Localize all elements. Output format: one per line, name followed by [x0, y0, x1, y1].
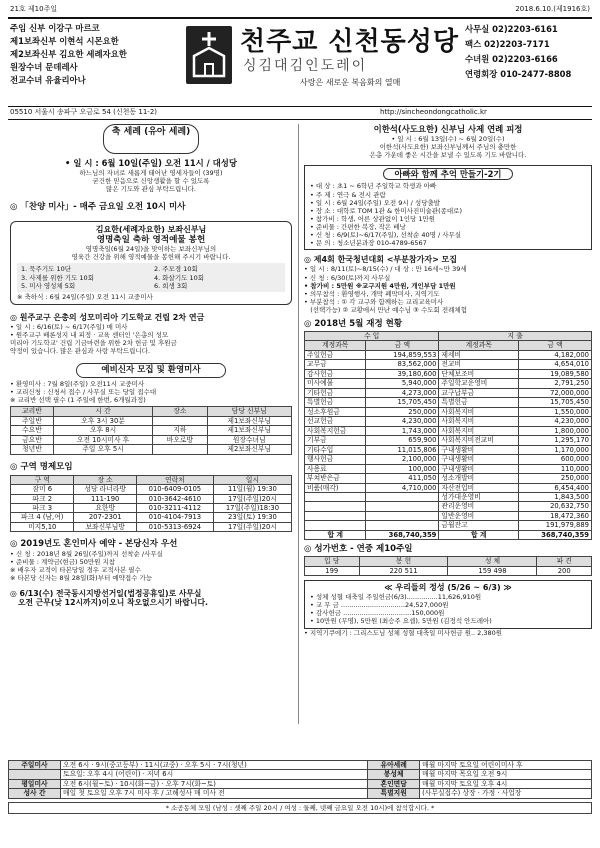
- contact-item: 수녀원 02)2203-6166: [465, 54, 558, 64]
- marriage-line: ※ 타본당 신자는 8월 28일(화)부터 예약접수 가능: [10, 574, 153, 583]
- mass-schedule: [8, 760, 592, 814]
- table-row: 평일미사 오전 6시(월~토) · 10시(화~금) · 오후 7시(화~토) 혼인면담 매월 마지막 토요일 오후 4시: [9, 779, 592, 788]
- retreat-line: 이한석(사도요한) 보좌신부님께서 주님의 충만한: [379, 142, 517, 151]
- table-row: 금월잔고 191,979,889: [305, 521, 592, 530]
- table-header: 일시: [213, 475, 291, 484]
- table-header: 담당 신부님: [207, 407, 292, 416]
- staff-item: 제1보좌신부 이현석 시몬요한: [10, 36, 119, 46]
- church-title: 천주교 신천동성당: [240, 27, 459, 57]
- election-notice: 오전 근무(낮 12시까지)이오니 착오없으시기 바랍니다.: [18, 598, 208, 608]
- table-row: 파크 2 111-190 010-3642-4610 17일(주일)20시: [11, 494, 292, 503]
- catechumen-title: 예비신자 모집 및 환영미사: [76, 363, 226, 378]
- youth-line: • 신 청 : 6/30(토)까지 사무실: [304, 273, 391, 282]
- table-row: 성사 간 매일 첫 토요일 오후 7시 미사 후 / 고해성사 매 미사 전 특별지원 (사무실접수) 상장 · 가정 · 사업장: [9, 789, 592, 798]
- feast-note: ※ 축하식 : 6월 24일(주일) 오전 11시 교중미사: [17, 292, 153, 301]
- dad-line: • 준비물 : 간편한 복장, 작은 배낭: [310, 223, 406, 231]
- marriage-line: • 신 청 : 2018년 8월 26일(주일)까지 선착순 /사무실: [10, 550, 163, 559]
- table-row: 토요일: 오후 4시 (어린이) · 저녁 6시 봉성체 매월 마지막 목요일 오전 9시: [9, 770, 592, 779]
- feast-desc: 영육간 건강을 위해 영적예물을 봉헌해 주시기 바랍니다.: [71, 253, 231, 262]
- marriage-line: • 준비물 : 계약금(현금) 50만원 지참: [10, 558, 116, 567]
- dad-line: • 참가비 : 학생, 어른 상관없이 1인당 1만원: [310, 214, 436, 223]
- contact-item: 팩스 02)2203-7171: [465, 39, 550, 49]
- table-row: 금요반 오전 10시미사 후 바오로방 원장수녀님: [11, 435, 292, 444]
- youth-line: • 일 시 : 8/11(토)~8/15(수) / 대 상 : 만 16세~만 39세: [304, 265, 467, 274]
- left-column: [10, 124, 292, 608]
- table-row: 199 220 511 159 498 200: [305, 566, 592, 575]
- offering-box: [304, 580, 592, 629]
- table-row: 부쳐받은금 411,050 성소개발비 250,000: [305, 474, 592, 483]
- table-header: 봉 헌: [359, 557, 448, 566]
- table-row: 일반운영비 18,472,360: [305, 511, 592, 520]
- table-row: 기타수입 11,015,806 구내생활비 1,170,000: [305, 445, 592, 454]
- retreat-title: 이한석(사도요한) 신부님 사제 연례 피정: [373, 124, 523, 134]
- retreat-line: 은총 가운데 좋은 시간을 보낼 수 있도록 기도 바랍니다.: [369, 150, 527, 159]
- schedule-table: [8, 760, 592, 799]
- catechumen-table: [10, 406, 292, 454]
- staff-item: 원장수녀 문데레사: [10, 62, 78, 72]
- dad-line: • 대 상 : 초1 ~ 6학년 주일학교 학생과 아빠: [310, 182, 437, 191]
- baptism-line: • 일 시 : 6월 10일(주일) 오전 11시 / 대성당: [65, 158, 237, 168]
- table-header: 장 소: [74, 475, 136, 484]
- table-header: 교리반: [11, 407, 54, 416]
- staff-item: 주임 신부 이강구 마르코: [10, 23, 100, 33]
- feast-item: 5. 미사 영성체 5회: [21, 281, 76, 290]
- offering-note: • 지역기쿠에기 : 그리스도님 성체 성혈 대축일 미사헌금 원.. 2,380원: [304, 628, 503, 637]
- youth-line: (선택가능) ② 교황에서 만난 예수님 ③ 수도회 전례체험: [304, 306, 467, 314]
- finance-table: [304, 331, 592, 541]
- baptism-line: 굳건한 믿음으로 신앙생활을 할 수 있도록: [92, 176, 210, 185]
- offering-title: ≪ 우리들의 정성 (5/26 ~ 6/3) ≫: [384, 583, 512, 592]
- feast-box: [10, 221, 292, 305]
- abortion-line: • 일 시 : 6/16(토) ~ 6/17(주일) 매 미사: [10, 322, 128, 331]
- praise-mass-heading: ◎ 「찬양 미사」- 매주 금요일 오전 10시 미사: [10, 201, 186, 212]
- feast-desc: 영명축일(6월 24일)을 맞이하는 보좌신부님의: [85, 245, 217, 254]
- table-row: 파크 4 (남,여) 207-2301 010-4104-7913 23일(토) 19:30: [11, 513, 292, 522]
- contact-item: 연령회장 010-2477-8808: [465, 69, 572, 79]
- marriage-line: ※ 배우자 교적이 타본당일 경우 교적사본 필수: [10, 566, 141, 575]
- table-row: 관리운영비 20,632,750: [305, 502, 592, 511]
- slogan: 사랑은 새로운 복음화의 열매: [300, 78, 401, 87]
- retreat-line: • 일 시 : 6월 13일(수) ~ 6월 20일(수): [391, 134, 505, 143]
- dad-line: • 일 시 : 6월 24일(주일) 오전 9시 / 성당출발: [310, 198, 441, 207]
- church-logo-icon: [186, 26, 232, 84]
- staff-list: [10, 22, 180, 87]
- table-header: 입 당: [305, 557, 360, 566]
- table-row: 주일반 오후 3시 30분 제1보좌신부님: [11, 416, 292, 425]
- abortion-line: • 원주교구 배론성지 내 피정 · 교육 센터인 '은총의 성모: [10, 331, 169, 340]
- catechumen-line: • 교리신청 : 신청서 접수 / 사무실 또는 당일 접수대: [10, 388, 157, 397]
- website-link[interactable]: http://sincheondongcatholic.kr: [380, 108, 487, 116]
- issue-label: 21호 제10주일: [10, 5, 58, 13]
- districts-table: [10, 475, 292, 533]
- election-notice: ◎ 6/13(수) 전국동시지방선거일(법정공휴일)로 사무실: [10, 588, 202, 598]
- staff-item: 제2보좌신부 김요한 세례자요한: [10, 49, 127, 59]
- table-row: 기타헌금 4,273,000 교구납부금 72,000,000: [305, 388, 592, 397]
- feast-subtitle: 영명축일 축하 영적예물 봉헌: [96, 234, 206, 245]
- table-row: 주일미사 오전 6시 · 9시(중고등부) · 11시(교중) · 오후 5시 · 7시(청년) 유아세례 매월 마지막 토요일 어린이미사 후: [9, 761, 592, 770]
- table-row: 특별헌금 15,705,450 특별헌금 15,705,450: [305, 398, 592, 407]
- catechumen-line: ※ 교리반 선택 필수 (1 주일에 한번, 6개월과정): [10, 396, 146, 405]
- feast-item: 6. 희생 3회: [154, 281, 188, 290]
- catechumen-line: • 환영미사 : 7월 8일(주일) 오전11시 교중미사: [10, 380, 145, 389]
- table-header: 장소: [153, 407, 207, 416]
- feast-item: 3. 사제를 위한 기도 10회: [21, 273, 94, 282]
- table-header: 지 출: [439, 331, 592, 340]
- table-header: 성 체: [448, 557, 537, 566]
- table-total-row: 합 계 368,740,359 합 계 368,740,359: [305, 530, 592, 539]
- feast-item: 4. 화살기도 10회: [154, 273, 205, 282]
- contacts: [465, 22, 593, 82]
- table-row: 미지5,10 보좌신부님방 010-5313-6924 17일(주일)20시: [11, 522, 292, 531]
- table-header: 구 역: [11, 475, 74, 484]
- table-header: 연락처: [136, 475, 213, 484]
- table-header: 계정과목: [439, 341, 519, 350]
- baptism-line: 하느님의 자녀로 새롭게 태어난 영세자들이 (39명): [79, 168, 223, 177]
- table-row: 교무금 83,562,000 전교비 4,654,010: [305, 360, 592, 369]
- table-header: 계정과목: [305, 341, 366, 350]
- youth-line: • 부분참석 : ① 각 교구와 함께하는 교리교육미사: [304, 297, 444, 306]
- baptism-line: 많은 기도와 관심 부탁드립니다.: [106, 184, 196, 193]
- dad-line: • 문 의 : 청소년분과장 010-4789-6567: [310, 239, 427, 248]
- table-row: 파크 3 요한방 010-3211-4112 17일(주일)18:30: [11, 503, 292, 512]
- right-column: [304, 124, 592, 637]
- table-row: 행사헌금 2,100,000 구내생활비 600,000: [305, 455, 592, 464]
- dad-line: • 신 청 : 6/9(토)~6/17(주일), 선착순 40명 / 사무실: [310, 231, 462, 240]
- youth-line: • 참가비 : 5만원 ※교구지원 4만원, 개인부담 1만원: [304, 281, 456, 290]
- youth-line: • 의무참석 : 환영행사, 개막 폐막미사, 지역기도: [304, 289, 440, 298]
- table-row: 청년반 주일 오후 5시 제2보좌신부님: [11, 445, 292, 454]
- table-header: 시 간: [53, 407, 152, 416]
- table-row: 잠미 6 성당 라너라방 010-6409-0105 11일(월) 19:30: [11, 485, 292, 494]
- table-header: 파 견: [537, 557, 592, 566]
- staff-item: 전교수녀 유율리아나: [10, 75, 86, 85]
- marriage-heading: ◎ 2019년도 혼인미사 예약 - 본당신자 우선: [10, 539, 178, 550]
- table-row: 사회복지헌금 1,743,000 사회복지비 1,800,000: [305, 426, 592, 435]
- address: 05510 서울시 송파구 오금로 54 (신천동 11-2): [10, 108, 158, 116]
- offering-line: • 교 무 금 ...............................24,527,000원: [310, 601, 449, 610]
- hymn-heading: ◎ 성가번호 - 연중 제10주일: [304, 544, 413, 555]
- table-header: 금 액: [366, 341, 439, 350]
- table-row: 성소후원금 250,000 사회복지비 1,550,000: [305, 407, 592, 416]
- table-row: 선교헌금 4,230,000 사회복지비 4,230,000: [305, 417, 592, 426]
- offering-line: • 성체 성혈 대축일 주일헌금(6/3)...............11,626,910원: [310, 593, 482, 601]
- table-row: 비품(매각) 4,710,000 자산전입비 6,454,400: [305, 483, 592, 492]
- table-header: 수 입: [305, 331, 439, 340]
- dad-title: 아빠와 함께 추억 만들기-2기: [383, 168, 513, 181]
- table-row: 기부금 659,900 사회복지비전교비 1,295,170: [305, 436, 592, 445]
- feast-title: 김요한(세례자요한) 보좌신부님: [95, 224, 207, 234]
- table-row: 수요반 오후 8시 지하 제1보좌신부님: [11, 426, 292, 435]
- issue-date: 2018.6.10.(제1916호): [515, 5, 590, 13]
- finance-heading: ◎ 2018년 5월 재정 현황: [304, 319, 403, 330]
- abortion-line: 약정이 있습니다. 많은 관심과 사랑 부탁드립니다.: [10, 347, 151, 356]
- contact-item: 사무실 02)2203-6161: [465, 24, 558, 34]
- youth-heading: ◎ 제4회 한국청년대회 <부분참가자> 모집: [304, 255, 458, 265]
- table-header: 금 액: [519, 341, 592, 350]
- dad-box: [304, 165, 592, 251]
- community-footer: * 소공동체 모임 (남성 : 셋째 주일 20시 / 여성 : 둘째, 넷째 금요일 오전 10시)에 참석합시다. *: [8, 802, 592, 814]
- offering-line: • 감사헌금 .................................150,000원: [310, 609, 445, 618]
- baptism-badge: 축 세례 (유아 세례): [103, 124, 199, 154]
- offering-line: • 10만원 (무명), 5만원 (최승주 요셉), 5만원 (김정석 안드레아): [310, 617, 492, 626]
- feast-item: 1. 묵주기도 10단: [21, 265, 72, 274]
- table-row: 감사헌금 39,180,600 단체보조비 19,089,580: [305, 369, 592, 378]
- table-row: 미사예물 5,940,000 주일학교운영비 2,791,250: [305, 379, 592, 388]
- abortion-heading: ◎ 원주교구 은총의 성모미리아 기도학교 건립 2차 연금: [10, 312, 205, 322]
- dad-line: • 주 제 : 연극 & 전시 관람: [310, 190, 386, 199]
- header-strip: [10, 4, 590, 16]
- table-row: 성가대운영비 1,843,500: [305, 492, 592, 501]
- table-row: 주일헌금 194,859,553 제세비 4,182,000: [305, 350, 592, 359]
- abortion-line: 미리아 기도학교' 건립 기금마련을 위한 2차 헌금 및 후원금: [10, 339, 177, 348]
- feast-item: 2. 주모경 10회: [154, 265, 198, 274]
- hymn-table: [304, 556, 592, 576]
- districts-heading: ◎ 구역 명제모임: [10, 461, 73, 472]
- church-title-deco: 싱김대김인도레이: [243, 58, 368, 74]
- table-row: 사용료 100,000 구내생활비 110,000: [305, 464, 592, 473]
- dad-line: • 장 소 : 대학로 TOM 1관 & 한미사진미술관(종대로): [310, 206, 462, 215]
